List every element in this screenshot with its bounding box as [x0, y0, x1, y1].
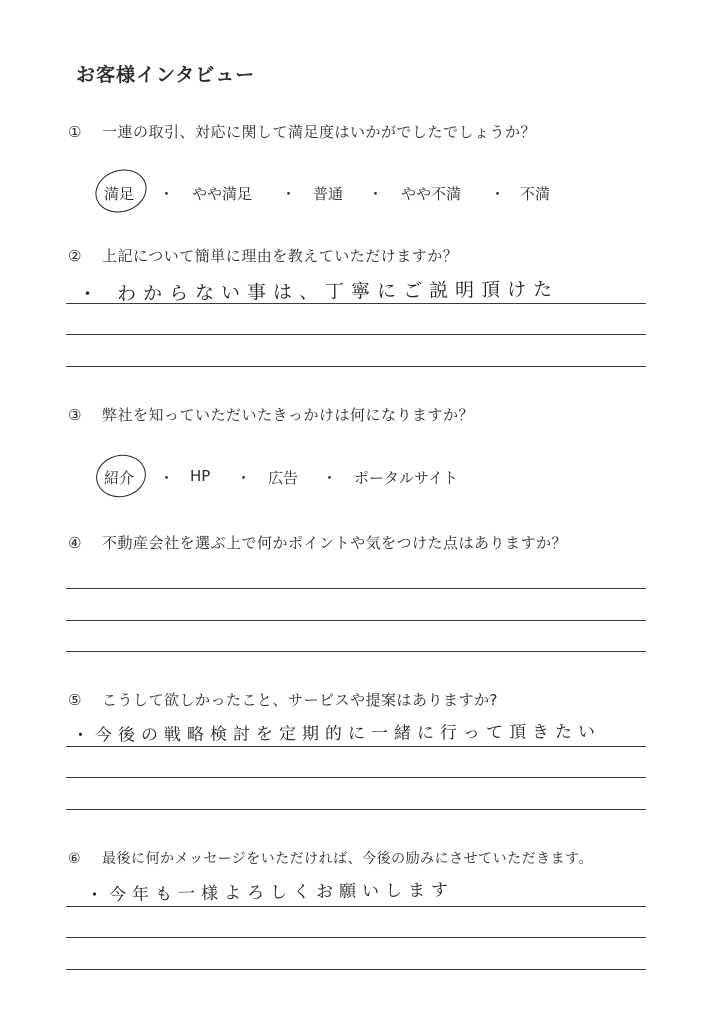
question-number: ①	[68, 123, 82, 141]
answer-line	[66, 366, 646, 367]
question-number: ⑤	[68, 691, 82, 709]
separator: ・	[281, 185, 297, 203]
answer-line	[66, 620, 646, 621]
option-portal-site[interactable]: ポータルサイト	[354, 469, 458, 487]
handwritten-answer: ・今年も一様よろしくお願いします	[85, 880, 455, 906]
question-text: 不動産会社を選ぶ上で何かポイントや気をつけた点はありますか？	[102, 534, 568, 552]
question-text: こうして欲しかったこと、サービスや提案はありますか?	[102, 691, 498, 709]
q3-options	[0, 467, 724, 491]
answer-line	[66, 746, 646, 747]
page-title: お客様インタビュー	[76, 64, 256, 86]
question-2	[68, 245, 458, 266]
option-dissatisfied[interactable]: 不満	[520, 185, 551, 203]
question-number: ④	[68, 534, 82, 552]
answer-line	[66, 651, 646, 652]
option-normal[interactable]: 普通	[313, 185, 344, 203]
separator: ・	[368, 185, 384, 203]
question-number: ②	[68, 247, 82, 265]
question-6	[68, 848, 593, 868]
separator: ・	[236, 469, 252, 487]
answer-line	[66, 303, 646, 304]
option-hp[interactable]: HP	[190, 467, 211, 485]
answer-line	[66, 588, 646, 589]
option-satisfied[interactable]: 満足	[104, 185, 135, 203]
option-advertisement[interactable]: 広告	[268, 469, 299, 487]
separator: ・	[322, 469, 338, 487]
question-1	[68, 121, 536, 142]
answer-line	[66, 969, 646, 970]
q1-options	[0, 183, 724, 207]
question-text: 上記について簡単に理由を教えていただけますか？	[102, 247, 459, 265]
answer-line	[66, 334, 646, 335]
answer-line	[66, 809, 646, 810]
handwritten-answer: ・ わからない事は、丁寧にご説明頂けた	[77, 278, 560, 306]
question-text: 弊社を知っていただいたきっかけは何になりますか？	[102, 406, 475, 424]
question-number: ③	[68, 406, 82, 424]
option-somewhat-dissatisfied[interactable]: やや不満	[401, 185, 462, 203]
option-referral[interactable]: 紹介	[104, 469, 135, 487]
separator: ・	[159, 185, 175, 203]
option-somewhat-satisfied[interactable]: やや満足	[192, 185, 253, 203]
handwritten-answer: ・今後の戦略検討を定期的に一緒に行って頂きたい	[71, 722, 602, 746]
answer-line	[66, 937, 646, 938]
question-3	[68, 404, 474, 425]
question-text: 一連の取引、対応に関して満足度はいかがでしたでしょうか？	[102, 123, 537, 141]
answer-line	[66, 777, 646, 778]
separator: ・	[490, 185, 506, 203]
question-text: 最後に何かメッセージをいただければ、今後の励みにさせていただきます。	[102, 851, 594, 867]
question-4	[68, 532, 567, 553]
separator: ・	[159, 469, 175, 487]
question-number: ⑥	[68, 851, 82, 867]
answer-line	[66, 906, 646, 907]
question-5	[68, 689, 498, 710]
